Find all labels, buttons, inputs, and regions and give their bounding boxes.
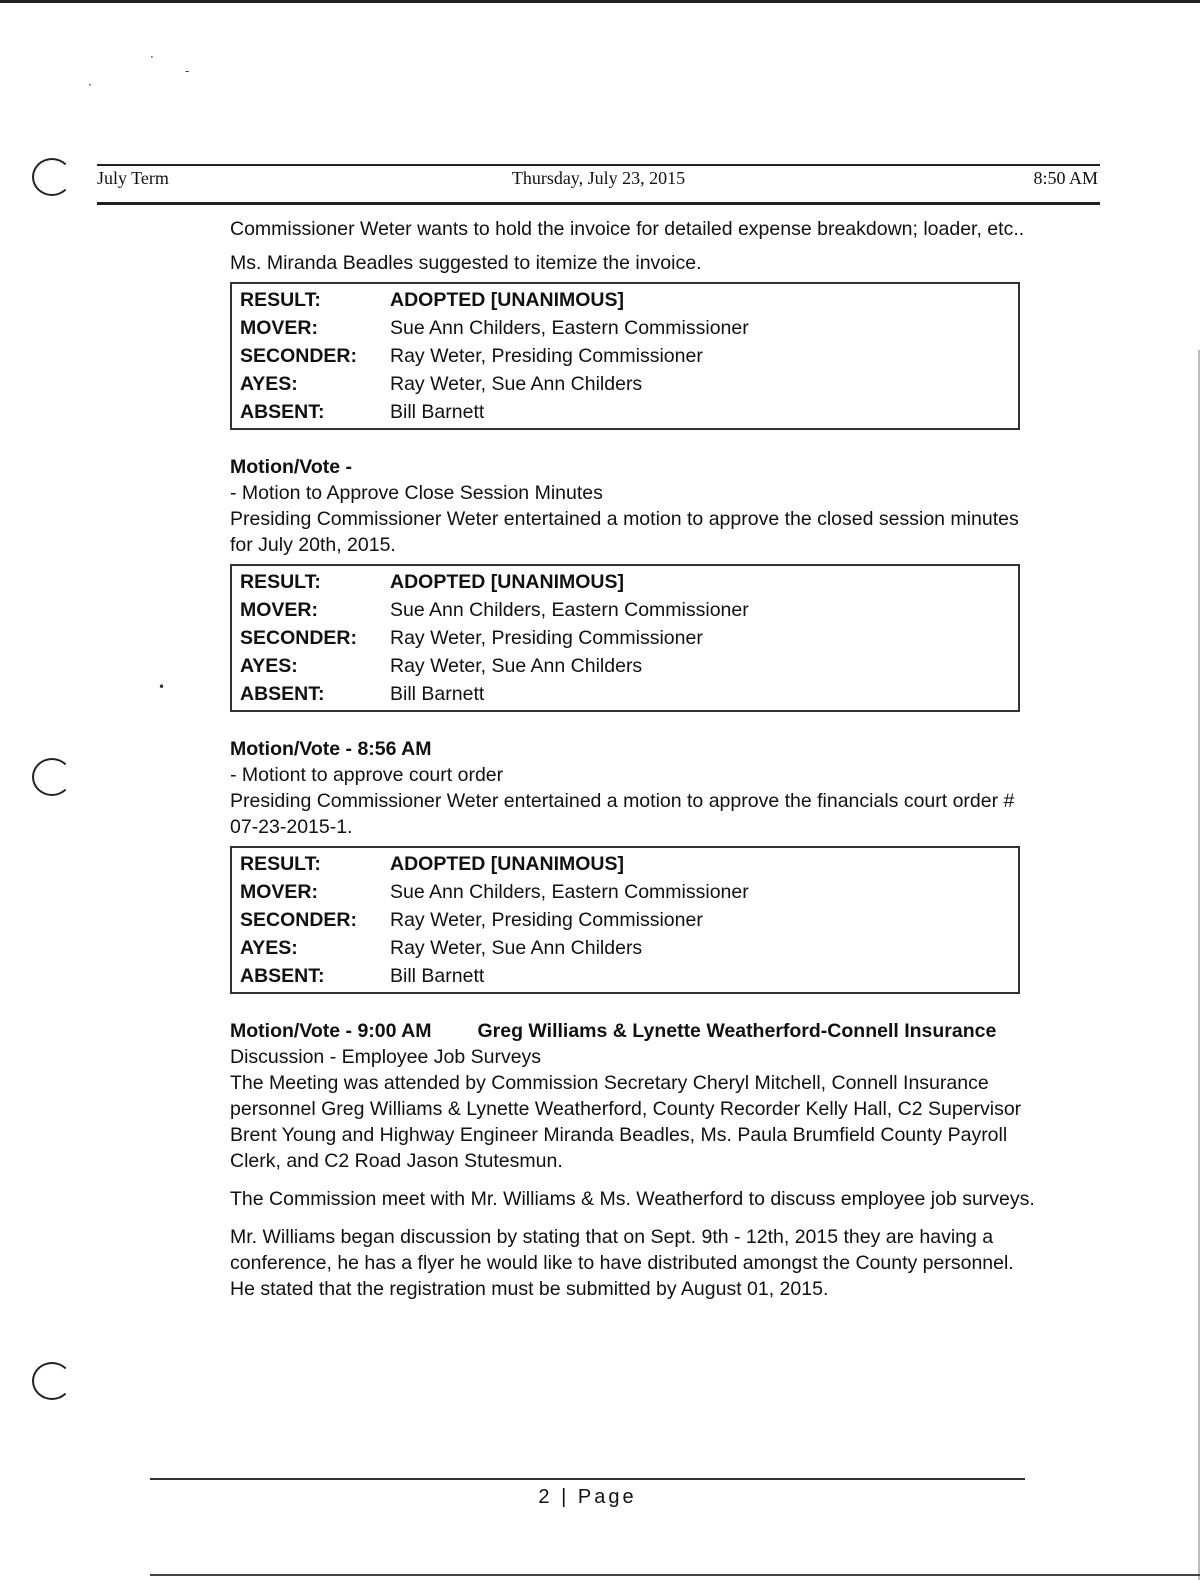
vote-row-result [240,568,1010,596]
vote-label: ABSENT: [240,683,325,705]
vote-label: AYES: [240,937,298,959]
vote-label: RESULT: [240,853,321,875]
motion-description: Presiding Commissioner Weter entertained a motion to approve the financials court order # 07-23-2015-1. [230,790,1015,838]
header-date: Thursday, July 23, 2015 [511,168,686,188]
vote-label: AYES: [240,373,298,395]
page-number: 2 | Page [538,1486,637,1508]
vote-ayes: Ray Weter, Sue Ann Childers [390,373,643,395]
scan-speck: · [88,78,92,92]
vote-result-box [230,282,1020,430]
vote-row-absent [240,962,1010,990]
header-rule-bottom [97,202,1100,205]
vote-seconder: Ray Weter, Presiding Commissioner [390,345,703,367]
vote-result-box [230,564,1020,712]
motion-description: Presiding Commissioner Weter entertained a motion to approve the closed session minutes for July 20th, 2015. [230,508,1019,556]
punch-hole-middle [32,758,72,796]
vote-row-seconder [240,906,1010,934]
vote-label: SECONDER: [240,345,358,367]
vote-label: MOVER: [240,317,318,339]
discussion-guests: Greg Williams & Lynette Weatherford-Connell Insurance [477,1020,997,1042]
discussion-heading-label: Motion/Vote - 9:00 AM [230,1020,432,1042]
discussion-paragraph: The Meeting was attended by Commission Secretary Cheryl Mitchell, Connell Insurance personnel Greg Williams & Lynette Weatherford, County Recorder Kelly Hall, C2 Supervisor Brent Young and Highway Engineer Miranda Beadles, Ms. Paula Brumfield County Payroll Clerk, and C2 Road Jason Stutesmun. [230,1072,1022,1172]
vote-ayes: Ray Weter, Sue Ann Childers [390,655,643,677]
scan-speck: • [158,680,166,694]
scan-speck: · [150,50,154,64]
vote-row-mover [240,596,1010,624]
vote-row-ayes [240,934,1010,962]
vote-mover: Sue Ann Childers, Eastern Commissioner [390,317,749,339]
motion-subject: - Motiont to approve court order [230,764,504,786]
scan-speck: - [185,64,190,78]
vote-label: RESULT: [240,289,321,311]
vote-label: MOVER: [240,599,318,621]
vote-label: ABSENT: [240,965,325,987]
scan-top-border [0,0,1200,3]
discussion-subject: Discussion - Employee Job Surveys [230,1046,542,1068]
vote-label: RESULT: [240,571,321,593]
discussion-paragraph: The Commission meet with Mr. Williams & Ms. Weatherford to discuss employee job surveys. [230,1188,1035,1210]
page-footer [150,1478,1025,1509]
motion-heading: Motion/Vote - 8:56 AM [230,738,432,760]
vote-label: SECONDER: [240,627,358,649]
page-header [97,164,1100,208]
vote-absent: Bill Barnett [390,401,485,423]
vote-label: SECONDER: [240,909,358,931]
vote-result-box [230,846,1020,994]
vote-row-result [240,850,1010,878]
intro-paragraph: Commissioner Weter wants to hold the invoice for detailed expense breakdown; loader, etc.. [230,218,1025,240]
punch-hole-top [32,158,72,196]
vote-row-result [240,286,1010,314]
header-rule-top [97,164,1100,166]
vote-row-absent [240,398,1010,426]
discussion-paragraph: Mr. Williams began discussion by stating that on Sept. 9th - 12th, 2015 they are having a conference, he has a flyer he would like to have distributed amongst the County personnel. He stated that the registration must be submitted by August 01, 2015. [230,1226,1014,1300]
vote-mover: Sue Ann Childers, Eastern Commissioner [390,881,749,903]
vote-seconder: Ray Weter, Presiding Commissioner [390,909,703,931]
vote-label: AYES: [240,655,298,677]
vote-result: ADOPTED [UNANIMOUS] [390,289,624,311]
intro-paragraph: Ms. Miranda Beadles suggested to itemize the invoice. [230,252,702,274]
vote-result: ADOPTED [UNANIMOUS] [390,571,624,593]
vote-absent: Bill Barnett [390,965,485,987]
footer-rule [150,1478,1025,1480]
header-term: July Term [97,168,169,188]
document-body [230,216,1040,1302]
vote-seconder: Ray Weter, Presiding Commissioner [390,627,703,649]
vote-row-mover [240,314,1010,342]
vote-label: ABSENT: [240,401,325,423]
motion-heading: Motion/Vote - [230,456,353,478]
scan-bottom-edge [150,1574,1200,1576]
vote-ayes: Ray Weter, Sue Ann Childers [390,937,643,959]
vote-row-ayes [240,652,1010,680]
punch-hole-bottom [32,1362,72,1400]
vote-label: MOVER: [240,881,318,903]
discussion-heading [230,1018,1040,1044]
motion-subject: - Motion to Approve Close Session Minutes [230,482,603,504]
vote-row-absent [240,680,1010,708]
vote-row-mover [240,878,1010,906]
vote-mover: Sue Ann Childers, Eastern Commissioner [390,599,749,621]
vote-row-seconder [240,624,1010,652]
vote-row-ayes [240,370,1010,398]
header-time: 8:50 AM [1033,168,1098,188]
vote-row-seconder [240,342,1010,370]
vote-absent: Bill Barnett [390,683,485,705]
vote-result: ADOPTED [UNANIMOUS] [390,853,624,875]
